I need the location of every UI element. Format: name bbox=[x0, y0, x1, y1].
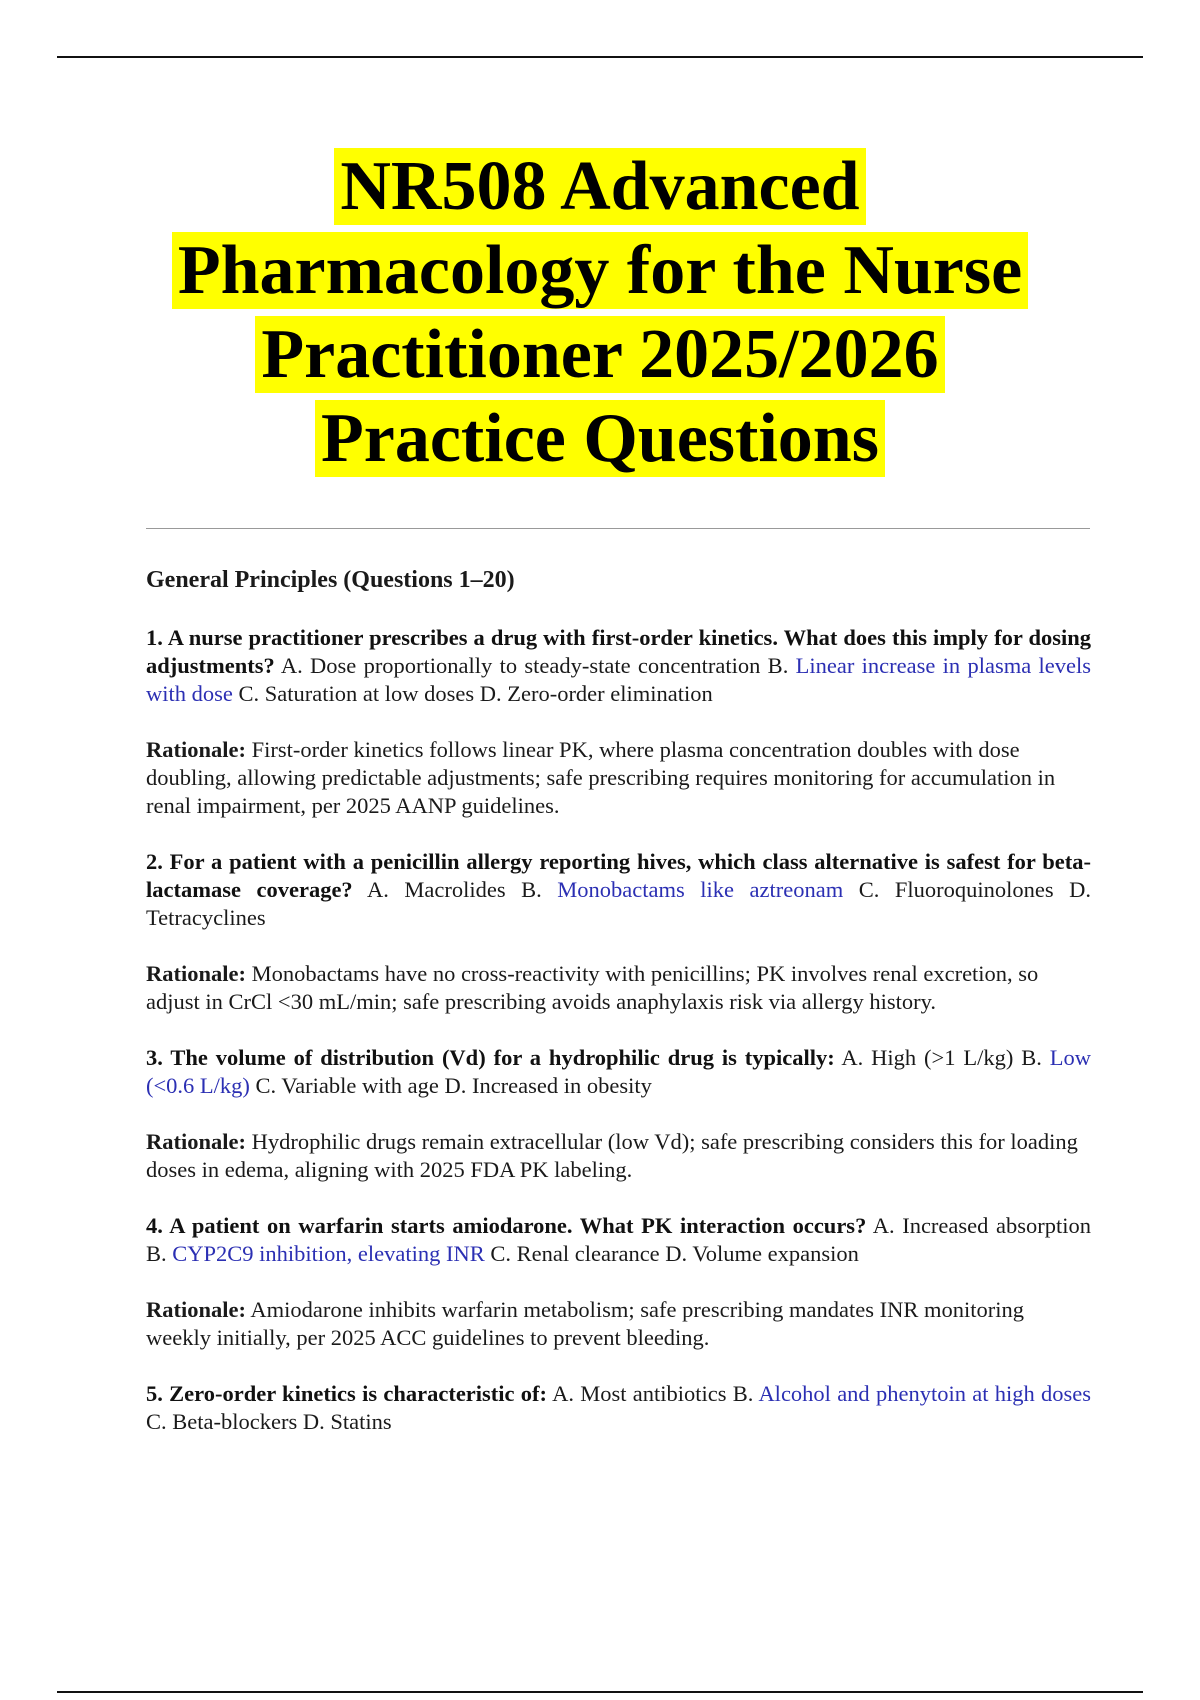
question-options-before: A. Most antibiotics B. bbox=[547, 1381, 759, 1406]
rationale-text: Hydrophilic drugs remain extracellular (low Vd); safe prescribing considers this for loading doses in edema, aligning with 2025 FDA PK labeling. bbox=[146, 1129, 1078, 1182]
rationale-2 bbox=[146, 960, 1091, 1016]
correct-answer: Alcohol and phenytoin at high doses bbox=[758, 1381, 1091, 1406]
question-options-after: C. Renal clearance D. Volume expansion bbox=[484, 1241, 859, 1266]
correct-answer: CYP2C9 inhibition, elevating INR bbox=[172, 1241, 485, 1266]
question-stem: 5. Zero-order kinetics is characteristic of: bbox=[146, 1381, 548, 1406]
question-1 bbox=[146, 624, 1091, 708]
title-separator bbox=[146, 528, 1090, 529]
rationale-label: Rationale: bbox=[146, 737, 246, 762]
section-heading: General Principles (Questions 1–20) bbox=[146, 567, 515, 593]
question-options-before: A. Increased absorption B. bbox=[146, 1213, 1091, 1266]
top-rule bbox=[57, 56, 1143, 58]
question-5 bbox=[146, 1380, 1091, 1436]
question-4 bbox=[146, 1212, 1091, 1268]
rationale-text: Monobactams have no cross-reactivity with penicillins; PK involves renal excretion, so adjust in CrCl <30 mL/min; safe prescribing avoids anaphylaxis risk via allergy history. bbox=[146, 961, 1039, 1014]
question-options-after: C. Saturation at low doses D. Zero-order elimination bbox=[232, 681, 713, 706]
question-stem: 1. A nurse practitioner prescribes a drug with first-order kinetics. What does this imply for dosing adjustments? bbox=[146, 625, 1091, 678]
document-title bbox=[100, 145, 1100, 481]
document-body bbox=[146, 562, 1091, 1464]
question-stem: 3. The volume of distribution (Vd) for a hydrophilic drug is typically: bbox=[146, 1045, 835, 1070]
rationale-label: Rationale: bbox=[146, 961, 246, 986]
question-options-after: C. Variable with age D. Increased in obesity bbox=[249, 1073, 652, 1098]
rationale-label: Rationale: bbox=[146, 1297, 246, 1322]
correct-answer: Linear increase in plasma levels with dose bbox=[146, 653, 1092, 706]
question-options-after: C. Fluoroquinolones D. Tetracyclines bbox=[146, 877, 1092, 930]
title-line-1: NR508 Advanced bbox=[334, 148, 865, 225]
correct-answer: Low (<0.6 L/kg) bbox=[146, 1045, 1092, 1098]
title-line-2: Pharmacology for the Nurse bbox=[172, 232, 1028, 309]
question-options-before: A. High (>1 L/kg) B. bbox=[834, 1045, 1050, 1070]
rationale-text: First-order kinetics follows linear PK, where plasma concentration doubles with dose doubling, allowing predictable adjustments; safe prescribing requires monitoring for accumulation in renal impairment, per 2025 AANP guidelines. bbox=[146, 737, 1056, 818]
title-line-4: Practice Questions bbox=[315, 400, 885, 477]
rationale-1 bbox=[146, 736, 1091, 820]
question-stem: 2. For a patient with a penicillin allergy reporting hives, which class alternative is safest for beta-lactamase coverage? bbox=[146, 849, 1091, 902]
correct-answer: Monobactams like aztreonam bbox=[557, 877, 844, 902]
bottom-rule bbox=[57, 1691, 1143, 1693]
rationale-label: Rationale: bbox=[146, 1129, 246, 1154]
question-options-before: A. Dose proportionally to steady-state concentration B. bbox=[274, 653, 796, 678]
question-2 bbox=[146, 848, 1091, 932]
question-3 bbox=[146, 1044, 1091, 1100]
rationale-text: Amiodarone inhibits warfarin metabolism; safe prescribing mandates INR monitoring weekly initially, per 2025 ACC guidelines to prevent bleeding. bbox=[146, 1297, 1024, 1350]
question-options-after: C. Beta-blockers D. Statins bbox=[146, 1409, 392, 1434]
question-options-before: A. Macrolides B. bbox=[352, 877, 558, 902]
rationale-4 bbox=[146, 1296, 1091, 1352]
question-stem: 4. A patient on warfarin starts amiodarone. What PK interaction occurs? bbox=[146, 1213, 867, 1238]
title-line-3: Practitioner 2025/2026 bbox=[255, 316, 944, 393]
rationale-3 bbox=[146, 1128, 1091, 1184]
